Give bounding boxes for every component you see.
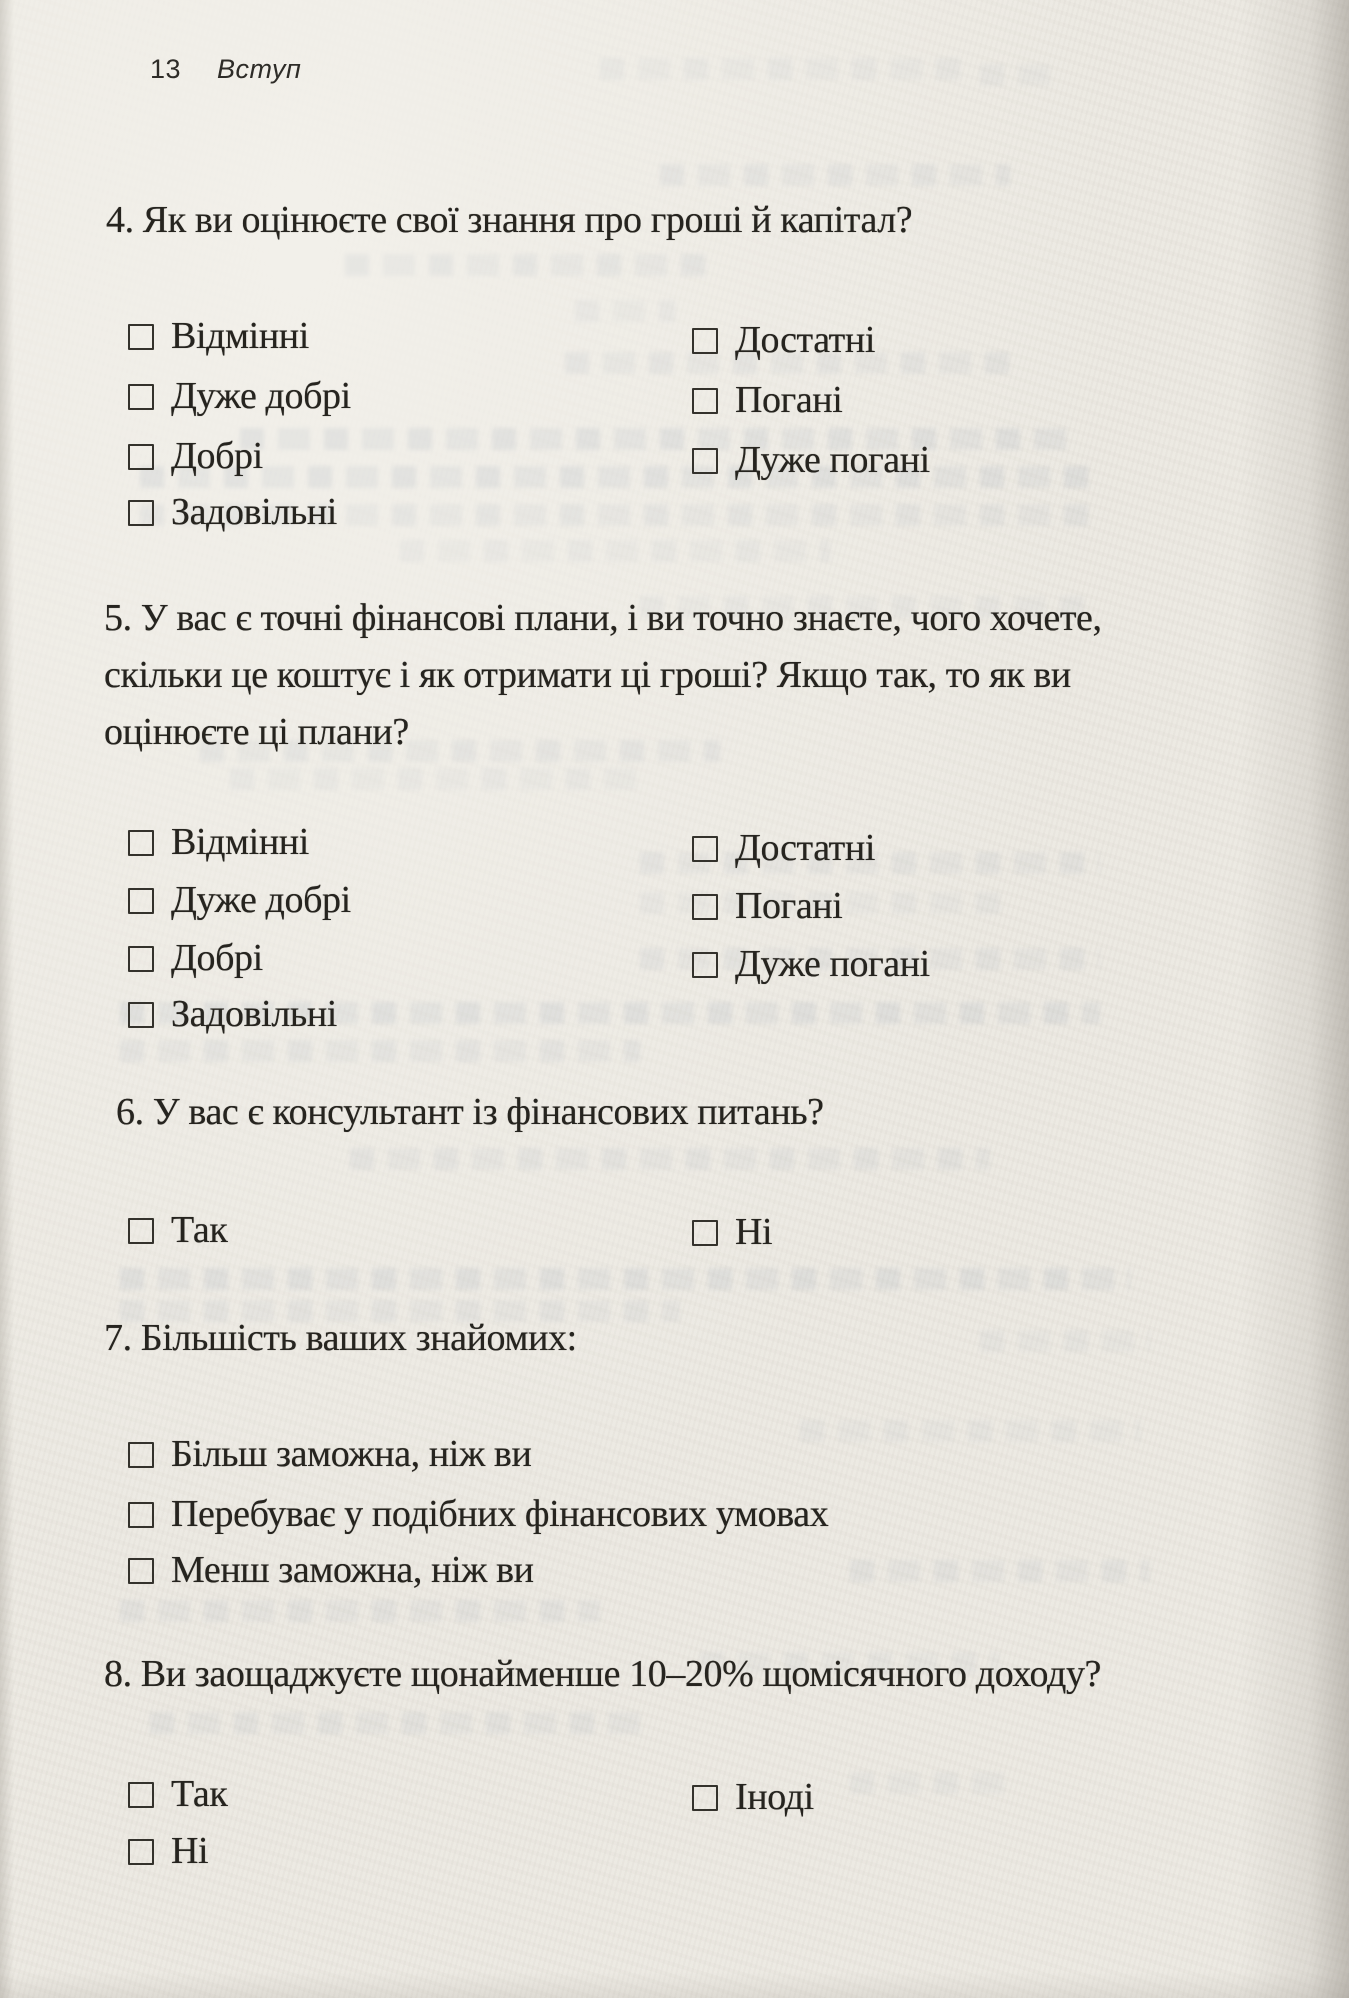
bleedthrough-artifact (660, 164, 1010, 186)
checkbox-icon[interactable] (128, 888, 154, 914)
bleedthrough-artifact (120, 1600, 600, 1622)
option-label: Дуже добрі (171, 375, 351, 417)
checkbox-icon[interactable] (128, 1558, 154, 1584)
checkbox-icon[interactable] (128, 1218, 154, 1244)
checkbox-icon[interactable] (128, 500, 154, 526)
checkbox-icon[interactable] (128, 384, 154, 410)
checkbox-icon[interactable] (692, 894, 718, 920)
checkbox-icon[interactable] (692, 448, 718, 474)
bleedthrough-artifact (345, 254, 705, 276)
option-label: Перебуває у подібних фінансових умовах (171, 1493, 829, 1535)
bleedthrough-artifact (980, 1330, 1150, 1352)
question-8-label: 8. Ви заощаджуєте щонайменше 10–20% щомісячного доходу? (104, 1653, 1102, 1695)
checkbox-icon[interactable] (128, 1442, 154, 1468)
option-label: Відмінні (171, 315, 309, 357)
question-5-line-2: скільки це коштує і як отримати ці гроші? Якщо так, то як ви (104, 654, 1071, 696)
checkbox-option[interactable] (128, 314, 309, 358)
checkbox-option[interactable] (128, 992, 337, 1036)
checkbox-icon[interactable] (692, 952, 718, 978)
question-7-label: 7. Більшість ваших знайомих: (104, 1317, 577, 1359)
checkbox-icon[interactable] (128, 1782, 154, 1808)
checkbox-option[interactable] (128, 1772, 227, 1816)
checkbox-option[interactable] (692, 1210, 772, 1254)
bleedthrough-artifact (800, 1420, 1140, 1442)
option-label: Так (171, 1209, 228, 1251)
checkbox-icon[interactable] (128, 1502, 154, 1528)
option-label: Дуже погані (735, 943, 930, 985)
page-number: 13 (150, 54, 182, 84)
checkbox-option[interactable] (128, 878, 351, 922)
checkbox-option[interactable] (128, 1208, 227, 1252)
checkbox-icon[interactable] (128, 946, 154, 972)
option-label: Погані (735, 885, 843, 927)
checkbox-icon[interactable] (128, 324, 154, 350)
bleedthrough-artifact (120, 1268, 1130, 1290)
checkbox-icon[interactable] (128, 444, 154, 470)
page-header (150, 54, 301, 85)
section-title: Вступ (217, 54, 302, 84)
checkbox-option[interactable] (128, 936, 263, 980)
bleedthrough-artifact (230, 768, 650, 790)
option-label: Більш заможна, ніж ви (171, 1433, 532, 1475)
checkbox-icon[interactable] (128, 1002, 154, 1028)
option-label: Задовільні (171, 993, 337, 1035)
checkbox-option[interactable] (128, 490, 337, 534)
bleedthrough-artifact (400, 540, 830, 562)
option-label: Добрі (171, 937, 263, 979)
bleedthrough-artifact (850, 1560, 1150, 1582)
bleedthrough-artifact (120, 1040, 640, 1062)
bleedthrough-artifact (850, 1772, 1010, 1794)
checkbox-option[interactable] (692, 378, 842, 422)
checkbox-option[interactable] (128, 820, 309, 864)
checkbox-icon[interactable] (128, 1839, 154, 1865)
checkbox-option[interactable] (128, 434, 263, 478)
bleedthrough-artifact (150, 1712, 650, 1734)
checkbox-option[interactable] (692, 438, 930, 482)
option-label: Ні (171, 1830, 209, 1872)
question-5-label (104, 590, 1102, 761)
question-6-label: 6. У вас є консультант із фінансових питань? (116, 1091, 824, 1133)
option-label: Іноді (735, 1776, 814, 1818)
checkbox-icon[interactable] (692, 1785, 718, 1811)
checkbox-option[interactable] (692, 884, 842, 928)
checkbox-option[interactable] (692, 1775, 814, 1819)
option-label: Добрі (171, 435, 263, 477)
checkbox-option[interactable] (128, 374, 351, 418)
bleedthrough-artifact (575, 300, 675, 322)
checkbox-option[interactable] (128, 1829, 208, 1873)
checkbox-option[interactable] (128, 1432, 531, 1476)
option-label: Дуже погані (735, 439, 930, 481)
question-5-line-1: 5. У вас є точні фінансові плани, і ви точно знаєте, чого хочете, (104, 597, 1102, 639)
question-5-line-3: оцінюєте ці плани? (104, 711, 409, 753)
checkbox-icon[interactable] (692, 328, 718, 354)
bleedthrough-artifact (350, 1148, 990, 1170)
option-label: Задовільні (171, 491, 337, 533)
checkbox-icon[interactable] (128, 830, 154, 856)
checkbox-option[interactable] (692, 826, 875, 870)
bleedthrough-artifact (980, 64, 1050, 86)
option-label: Погані (735, 379, 843, 421)
checkbox-option[interactable] (128, 1492, 828, 1536)
checkbox-icon[interactable] (692, 388, 718, 414)
checkbox-icon[interactable] (692, 1220, 718, 1246)
bleedthrough-artifact (600, 58, 960, 80)
checkbox-icon[interactable] (692, 836, 718, 862)
checkbox-option[interactable] (692, 942, 930, 986)
bleedthrough-artifact (140, 466, 1090, 488)
option-label: Так (171, 1773, 228, 1815)
bleedthrough-artifact (240, 428, 1080, 450)
option-label: Ні (735, 1211, 773, 1253)
option-label: Достатні (735, 319, 875, 361)
option-label: Відмінні (171, 821, 309, 863)
option-label: Достатні (735, 827, 875, 869)
checkbox-option[interactable] (128, 1548, 534, 1592)
question-4-label: 4. Як ви оцінюєте свої знання про гроші й капітал? (106, 199, 913, 241)
checkbox-option[interactable] (692, 318, 875, 362)
option-label: Менш заможна, ніж ви (171, 1549, 534, 1591)
option-label: Дуже добрі (171, 879, 351, 921)
